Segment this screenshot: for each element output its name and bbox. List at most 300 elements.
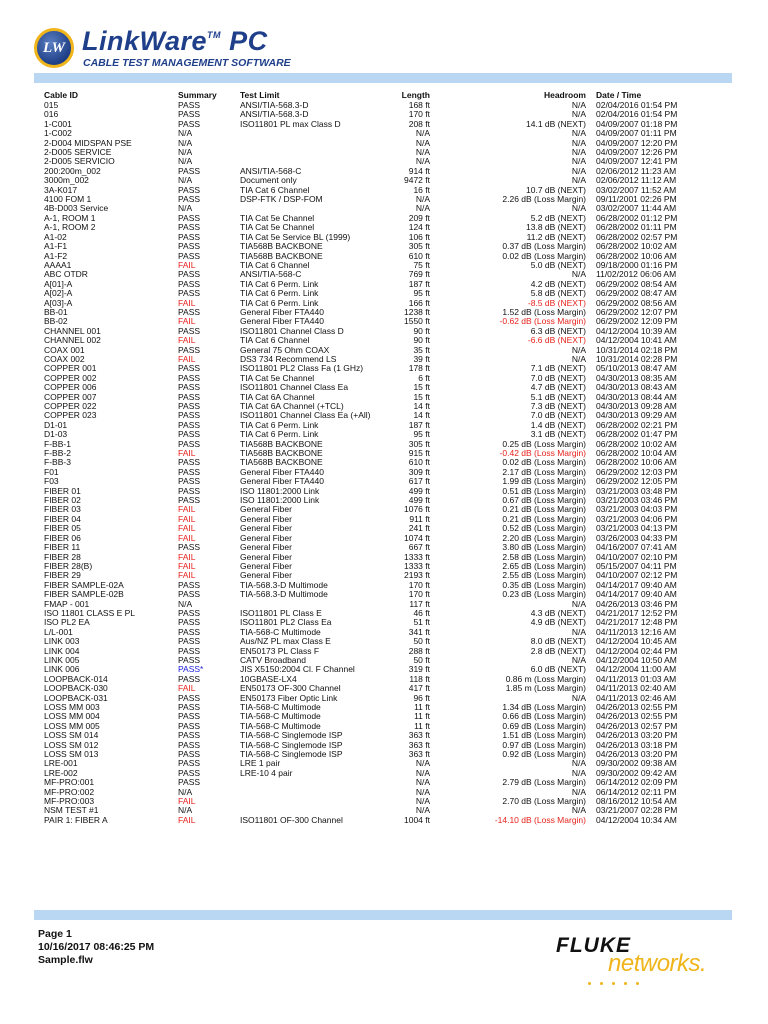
cell-length: 35 ft xyxy=(413,345,430,355)
cell-cable-id: FIBER 06 xyxy=(44,533,81,543)
logo-dots-icon xyxy=(588,972,648,976)
cell-cable-id: LOSS MM 003 xyxy=(44,703,100,712)
cell-date-time: 06/14/2012 02:11 PM xyxy=(596,787,677,797)
cell-headroom: N/A xyxy=(571,176,586,186)
cell-headroom: 3.80 dB (Loss Margin) xyxy=(502,543,586,553)
cell-length: 95 ft xyxy=(413,430,430,440)
table-row xyxy=(44,741,702,750)
cell-summary: PASS xyxy=(178,655,201,665)
cell-test-limit xyxy=(240,600,378,609)
cell-date-time: 06/28/2002 01:11 PM xyxy=(596,223,677,233)
cell-test-limit xyxy=(240,778,378,787)
table-row xyxy=(44,299,702,308)
cell-summary: N/A xyxy=(178,138,193,148)
cell-cable-id: 3A-K017 xyxy=(44,185,78,195)
cell-cable-id: LOOPBACK-030 xyxy=(44,684,108,694)
table-row xyxy=(44,242,702,251)
cell-test-limit: TIA-568.3-D Multimode xyxy=(240,580,328,590)
cell-length: 769 ft xyxy=(408,270,430,280)
cell-cable-id: LOSS MM 004 xyxy=(44,712,100,722)
cell-length: 187 ft xyxy=(408,420,430,430)
cell-test-limit: General Fiber xyxy=(240,514,292,524)
cell-headroom: 0.52 dB (Loss Margin) xyxy=(502,524,586,534)
cell-summary: PASS xyxy=(178,223,201,233)
cell-cable-id: LOOPBACK-014 xyxy=(44,674,108,684)
cell-date-time: 04/09/2007 01:18 PM xyxy=(596,119,678,129)
cell-summary: PASS xyxy=(178,439,201,449)
cell-cable-id: COAX 002 xyxy=(44,354,85,364)
cell-headroom: 2.55 dB (Loss Margin) xyxy=(502,571,586,581)
cell-length: 170 ft xyxy=(408,580,430,590)
cell-test-limit: TIA568B BACKBONE xyxy=(240,242,323,252)
table-row xyxy=(44,600,702,609)
cell-cable-id: 016 xyxy=(44,110,59,120)
cell-summary: PASS xyxy=(178,110,201,120)
table-body xyxy=(44,101,702,825)
cell-date-time: 04/26/2013 03:18 PM xyxy=(596,740,678,750)
cell-date-time: 03/21/2007 02:28 PM xyxy=(596,806,678,816)
cell-test-limit: ISO11801 Channel Class Ea (+All) xyxy=(240,411,371,421)
cell-headroom: 0.92 dB (Loss Margin) xyxy=(502,750,586,760)
cell-date-time: 04/30/2013 09:28 AM xyxy=(596,402,677,411)
cell-cable-id: LINK 004 xyxy=(44,646,80,656)
table-row xyxy=(44,421,702,430)
cell-test-limit: TIA Cat 6A Channel (+TCL) xyxy=(240,402,344,411)
cell-cable-id: D1-01 xyxy=(44,420,68,430)
cell-date-time: 04/14/2017 09:40 AM xyxy=(596,580,677,590)
cell-cable-id: F03 xyxy=(44,477,59,487)
table-row xyxy=(44,477,702,486)
table-row xyxy=(44,581,702,590)
cell-date-time: 06/14/2012 02:09 PM xyxy=(596,778,678,788)
cell-cable-id: FIBER 11 xyxy=(44,543,81,553)
table-row xyxy=(44,609,702,618)
cell-length: 11 ft xyxy=(414,721,430,731)
column-header-test-limit: Test Limit xyxy=(240,90,280,100)
cell-cable-id: BB-01 xyxy=(44,307,68,317)
cell-headroom: 4.9 dB (NEXT) xyxy=(530,618,586,628)
cell-summary: PASS xyxy=(178,345,201,355)
cell-date-time: 06/28/2002 10:04 AM xyxy=(596,449,677,459)
cell-date-time: 03/26/2003 04:33 PM xyxy=(596,533,678,543)
cell-cable-id: 1-C002 xyxy=(44,129,72,139)
cell-cable-id: FIBER 02 xyxy=(44,496,81,506)
cell-headroom: 2.70 dB (Loss Margin) xyxy=(502,797,586,807)
cell-summary: PASS xyxy=(178,618,201,628)
cell-headroom: 0.86 m (Loss Margin) xyxy=(505,674,586,684)
cell-headroom: N/A xyxy=(571,138,586,148)
cell-summary: PASS xyxy=(178,213,201,223)
cell-length: 11 ft xyxy=(414,712,430,722)
cell-test-limit: General Fiber xyxy=(240,543,292,553)
cell-date-time: 06/29/2002 08:54 AM xyxy=(596,279,677,289)
cell-length: 1333 ft xyxy=(404,552,430,562)
table-row xyxy=(44,327,702,336)
cell-test-limit: TIA568B BACKBONE xyxy=(240,449,323,459)
page-footer xyxy=(38,928,154,967)
table-row xyxy=(44,759,702,768)
cell-length: N/A xyxy=(415,787,430,797)
cell-date-time: 04/12/2004 02:44 PM xyxy=(596,646,678,656)
cell-length: 106 ft xyxy=(408,232,430,242)
cell-summary: PASS xyxy=(178,420,201,430)
cell-test-limit xyxy=(240,806,378,815)
cell-length: N/A xyxy=(415,204,430,214)
cell-cable-id: LINK 006 xyxy=(44,665,80,675)
cell-length: N/A xyxy=(415,157,430,167)
cell-date-time: 11/02/2012 06:06 AM xyxy=(596,270,677,280)
cell-test-limit: TIA568B BACKBONE xyxy=(240,458,323,468)
cell-summary: FAIL xyxy=(178,505,196,515)
cell-cable-id: LOSS SM 014 xyxy=(44,731,99,741)
table-row xyxy=(44,750,702,759)
cell-summary: PASS xyxy=(178,467,201,477)
cell-summary: FAIL xyxy=(178,561,196,571)
table-row xyxy=(44,628,702,637)
cell-headroom: 0.25 dB (Loss Margin) xyxy=(502,439,586,449)
cell-headroom: N/A xyxy=(571,806,586,816)
cell-summary: PASS xyxy=(178,778,201,788)
cell-test-limit xyxy=(240,139,378,148)
cell-length: 610 ft xyxy=(408,458,430,468)
cell-date-time: 02/04/2016 01:54 PM xyxy=(596,101,678,110)
table-row xyxy=(44,816,702,825)
table-row xyxy=(44,806,702,815)
cell-test-limit: General Fiber xyxy=(240,524,292,534)
cell-date-time: 10/31/2014 02:28 PM xyxy=(596,354,678,364)
table-row xyxy=(44,120,702,129)
cell-headroom: N/A xyxy=(571,148,586,158)
cell-length: 610 ft xyxy=(408,251,430,261)
cell-summary: PASS xyxy=(178,326,201,336)
cell-cable-id: MF-PRO:002 xyxy=(44,787,95,797)
cell-date-time: 04/11/2013 01:03 AM xyxy=(596,674,677,684)
cell-test-limit: DSP-FTK / DSP-FOM xyxy=(240,195,323,205)
cell-date-time: 02/06/2012 11:12 AM xyxy=(596,176,677,186)
table-row xyxy=(44,675,702,684)
column-header-date-time: Date / Time xyxy=(596,90,642,100)
cell-date-time: 06/28/2002 01:47 PM xyxy=(596,430,678,440)
cell-cable-id: 015 xyxy=(44,101,59,110)
cell-length: 1074 ft xyxy=(404,533,430,543)
cell-test-limit: TIA-568.3-D Multimode xyxy=(240,590,328,600)
cell-headroom: 2.26 dB (Loss Margin) xyxy=(502,195,586,205)
cell-summary: PASS xyxy=(178,279,201,289)
cell-summary: N/A xyxy=(178,806,193,816)
cell-date-time: 04/12/2004 10:50 AM xyxy=(596,655,677,665)
cell-test-limit: EN50173 PL Class F xyxy=(240,646,320,656)
cell-date-time: 06/28/2002 10:06 AM xyxy=(596,458,677,468)
cell-headroom: 2.79 dB (Loss Margin) xyxy=(502,778,586,788)
cell-date-time: 02/04/2016 01:54 PM xyxy=(596,110,678,120)
cell-headroom: 14.1 dB (NEXT) xyxy=(526,119,586,129)
cell-date-time: 06/29/2002 08:56 AM xyxy=(596,298,677,308)
cell-date-time: 06/29/2002 12:07 PM xyxy=(596,307,678,317)
cell-length: N/A xyxy=(415,129,430,139)
file-name: Sample.flw xyxy=(38,954,93,966)
cell-test-limit: General 75 Ohm COAX xyxy=(240,345,330,355)
cell-cable-id: AAAA1 xyxy=(44,260,72,270)
cell-summary: PASS xyxy=(178,627,201,637)
cell-headroom: N/A xyxy=(571,157,586,167)
cell-summary: FAIL xyxy=(178,260,196,270)
cell-test-limit: ISO11801 Channel Class D xyxy=(240,326,344,336)
cell-length: N/A xyxy=(415,759,430,769)
column-header-length: Length xyxy=(401,90,430,100)
cell-test-limit xyxy=(240,157,378,166)
cell-summary: PASS xyxy=(178,740,201,750)
cell-test-limit xyxy=(240,148,378,157)
cell-test-limit: Aus/NZ PL max Class E xyxy=(240,637,331,647)
table-row xyxy=(44,647,702,656)
brand-title: LinkWare™ PC xyxy=(82,26,268,56)
table-row xyxy=(44,214,702,223)
cell-summary: PASS xyxy=(178,402,201,411)
cell-headroom: 1.85 m (Loss Margin) xyxy=(505,684,586,694)
cell-date-time: 09/11/2001 02:26 PM xyxy=(596,195,677,205)
cell-length: 305 ft xyxy=(408,439,430,449)
cell-cable-id: 2-D004 MIDSPAN PSE xyxy=(44,138,132,148)
cell-headroom: N/A xyxy=(571,110,586,120)
cell-summary: PASS xyxy=(178,383,201,393)
cell-length: 14 ft xyxy=(413,402,430,411)
fluke-networks-logo xyxy=(548,928,738,978)
cell-summary: PASS xyxy=(178,674,201,684)
cell-cable-id: COPPER 007 xyxy=(44,392,97,402)
table-row xyxy=(44,204,702,213)
cell-summary: PASS xyxy=(178,496,201,506)
cell-test-limit: ISO11801 PL2 Class Fa (1 GHz) xyxy=(240,364,364,374)
cell-summary: PASS xyxy=(178,477,201,487)
cell-test-limit: ANSI/TIA-568-C xyxy=(240,166,302,176)
cell-summary: PASS xyxy=(178,703,201,712)
cell-cable-id: COPPER 022 xyxy=(44,402,97,411)
cell-headroom: 2.20 dB (Loss Margin) xyxy=(502,533,586,543)
cell-summary: N/A xyxy=(178,599,193,609)
cell-length: 2193 ft xyxy=(404,571,430,581)
cell-date-time: 04/12/2004 10:34 AM xyxy=(596,815,677,825)
cell-length: 341 ft xyxy=(408,627,430,637)
cell-test-limit: General Fiber FTA440 xyxy=(240,467,324,477)
cell-summary: PASS xyxy=(178,768,201,778)
cell-test-limit: 10GBASE-LX4 xyxy=(240,674,297,684)
cell-headroom: 3.1 dB (NEXT) xyxy=(530,430,586,440)
table-row xyxy=(44,524,702,533)
cell-headroom: 2.17 dB (Loss Margin) xyxy=(502,467,586,477)
cell-summary: PASS xyxy=(178,580,201,590)
table-row xyxy=(44,374,702,383)
cell-test-limit: TIA568B BACKBONE xyxy=(240,251,323,261)
cell-length: 170 ft xyxy=(408,590,430,600)
cell-summary: PASS xyxy=(178,693,201,703)
cell-headroom: 0.66 dB (Loss Margin) xyxy=(502,712,586,722)
cell-test-limit: General Fiber xyxy=(240,533,292,543)
cell-date-time: 04/26/2013 02:57 PM xyxy=(596,721,678,731)
cell-test-limit: General Fiber xyxy=(240,571,292,581)
cell-headroom: 7.0 dB (NEXT) xyxy=(530,411,586,421)
cell-test-limit: TIA Cat 6 Channel xyxy=(240,336,310,346)
cell-headroom: 5.0 dB (NEXT) xyxy=(530,260,586,270)
table-row xyxy=(44,722,702,731)
cell-length: N/A xyxy=(415,195,430,205)
cell-length: 363 ft xyxy=(408,750,430,760)
cell-summary: N/A xyxy=(178,176,193,186)
cell-cable-id: A[03]-A xyxy=(44,298,73,308)
cell-headroom: 4.7 dB (NEXT) xyxy=(530,383,586,393)
cell-length: 499 ft xyxy=(408,486,430,496)
cell-length: 118 ft xyxy=(409,674,430,684)
cell-summary: PASS xyxy=(178,392,201,402)
cell-summary: FAIL xyxy=(178,571,196,581)
cell-cable-id: F-BB-3 xyxy=(44,458,71,468)
cell-length: 1550 ft xyxy=(404,317,430,327)
cell-cable-id: L/L-001 xyxy=(44,627,73,637)
cell-cable-id: FIBER 29 xyxy=(44,571,81,581)
cell-length: 166 ft xyxy=(408,298,430,308)
header-divider-band xyxy=(34,73,732,83)
cell-summary: FAIL xyxy=(178,298,196,308)
cell-length: 914 ft xyxy=(408,166,430,176)
cell-cable-id: LOSS SM 012 xyxy=(44,740,99,750)
cell-test-limit: TIA Cat 5e Channel xyxy=(240,223,315,233)
cell-summary: PASS xyxy=(178,185,201,195)
cell-date-time: 06/29/2002 08:47 AM xyxy=(596,289,677,299)
cell-length: 309 ft xyxy=(408,467,430,477)
table-row xyxy=(44,712,702,721)
cell-summary: N/A xyxy=(178,148,193,158)
cell-summary: PASS xyxy=(178,750,201,760)
table-row xyxy=(44,458,702,467)
cell-date-time: 04/21/2017 12:52 PM xyxy=(596,608,678,618)
cell-summary: PASS xyxy=(178,373,201,383)
cell-headroom: -14.10 dB (Loss Margin) xyxy=(494,815,586,825)
cell-date-time: 04/12/2004 11:00 AM xyxy=(596,665,677,675)
cell-length: 417 ft xyxy=(408,684,430,694)
cell-headroom: N/A xyxy=(571,768,586,778)
table-row xyxy=(44,703,702,712)
cell-test-limit: TIA-568-C Multimode xyxy=(240,627,321,637)
cell-length: 915 ft xyxy=(408,449,430,459)
cell-length: 208 ft xyxy=(408,119,430,129)
cell-headroom: N/A xyxy=(571,599,586,609)
table-row xyxy=(44,590,702,599)
cell-cable-id: D1-03 xyxy=(44,430,68,440)
cell-length: 9472 ft xyxy=(404,176,430,186)
cell-headroom: N/A xyxy=(571,345,586,355)
app-header xyxy=(34,24,434,72)
cell-headroom: 7.1 dB (NEXT) xyxy=(530,364,586,374)
cell-cable-id: MF-PRO:003 xyxy=(44,797,95,807)
cell-length: 46 ft xyxy=(413,608,430,618)
cell-summary: PASS xyxy=(178,458,201,468)
cell-summary: PASS* xyxy=(178,665,204,675)
cell-headroom: 6.3 dB (NEXT) xyxy=(530,326,586,336)
cell-headroom: 0.51 dB (Loss Margin) xyxy=(502,486,586,496)
table-row xyxy=(44,393,702,402)
cell-summary: FAIL xyxy=(178,514,196,524)
cell-test-limit: ISO11801 Channel Class Ea xyxy=(240,383,349,393)
table-row xyxy=(44,656,702,665)
table-row xyxy=(44,694,702,703)
cell-length: 39 ft xyxy=(413,354,430,364)
cell-cable-id: FIBER 01 xyxy=(44,486,81,496)
cell-test-limit: General Fiber FTA440 xyxy=(240,477,324,487)
cell-cable-id: FIBER 04 xyxy=(44,514,81,524)
cell-headroom: 8.0 dB (NEXT) xyxy=(530,637,586,647)
cell-date-time: 04/11/2013 02:40 AM xyxy=(596,684,677,694)
cell-date-time: 06/29/2002 12:09 PM xyxy=(596,317,678,327)
column-header-summary: Summary xyxy=(178,90,217,100)
table-row xyxy=(44,110,702,119)
cell-date-time: 04/10/2007 02:12 PM xyxy=(596,571,678,581)
cell-length: 124 ft xyxy=(408,223,430,233)
cell-cable-id: F01 xyxy=(44,467,59,477)
cell-headroom: 0.21 dB (Loss Margin) xyxy=(502,514,586,524)
cell-test-limit: JIS X5150:2004 Cl. F Channel xyxy=(240,665,355,675)
table-row xyxy=(44,195,702,204)
cell-date-time: 06/28/2002 10:06 AM xyxy=(596,251,677,261)
table-row xyxy=(44,430,702,439)
cell-summary: PASS xyxy=(178,251,201,261)
page-number: Page 1 xyxy=(38,928,72,940)
table-row xyxy=(44,129,702,138)
table-row xyxy=(44,364,702,373)
cell-length: 168 ft xyxy=(408,101,430,110)
cell-cable-id: FMAP - 001 xyxy=(44,599,90,609)
cell-cable-id: 3000m_002 xyxy=(44,176,89,186)
table-row xyxy=(44,139,702,148)
cell-test-limit: General Fiber FTA440 xyxy=(240,307,324,317)
cell-cable-id: COPPER 023 xyxy=(44,411,97,421)
cell-test-limit: ISO11801 PL max Class D xyxy=(240,119,341,129)
table-row xyxy=(44,252,702,261)
cell-test-limit: LRE 1 pair xyxy=(240,759,281,769)
cell-summary: PASS xyxy=(178,721,201,731)
cell-length: 117 ft xyxy=(409,599,430,609)
cell-cable-id: FIBER 28(B) xyxy=(44,561,93,571)
table-row xyxy=(44,487,702,496)
table-row xyxy=(44,289,702,298)
cell-date-time: 06/28/2002 10:02 AM xyxy=(596,439,677,449)
cell-headroom: 1.4 dB (NEXT) xyxy=(530,420,586,430)
cell-summary: FAIL xyxy=(178,797,196,807)
cell-test-limit: TIA Cat 5e Service BL (1999) xyxy=(240,232,351,242)
cell-summary: PASS xyxy=(178,166,201,176)
print-datetime: 10/16/2017 08:46:25 PM xyxy=(38,941,155,953)
cell-headroom: -8.5 dB (NEXT) xyxy=(527,298,586,308)
cell-date-time: 04/09/2007 12:20 PM xyxy=(596,138,678,148)
cell-date-time: 04/16/2007 07:41 AM xyxy=(596,543,677,553)
table-row xyxy=(44,402,702,411)
cell-cable-id: 2-D005 SERVICIO xyxy=(44,157,115,167)
cell-date-time: 08/16/2012 10:54 AM xyxy=(596,797,677,807)
cell-date-time: 03/21/2003 04:03 PM xyxy=(596,505,678,515)
cell-length: 617 ft xyxy=(408,477,430,487)
cell-date-time: 04/30/2013 08:43 AM xyxy=(596,383,677,393)
cell-headroom: 0.97 dB (Loss Margin) xyxy=(502,740,586,750)
column-header-cable-id: Cable ID xyxy=(44,90,79,100)
cell-test-limit: ISO 11801:2000 Link xyxy=(240,486,320,496)
cell-test-limit: TIA-568-C Singlemode ISP xyxy=(240,740,343,750)
cell-test-limit: TIA-568-C Multimode xyxy=(240,703,321,712)
cell-date-time: 05/10/2013 08:47 AM xyxy=(596,364,677,374)
table-row xyxy=(44,167,702,176)
cell-length: 95 ft xyxy=(413,289,430,299)
cell-cable-id: COAX 001 xyxy=(44,345,85,355)
cell-date-time: 04/14/2017 09:40 AM xyxy=(596,590,677,600)
cell-length: 15 ft xyxy=(413,392,430,402)
cell-summary: FAIL xyxy=(178,815,196,825)
